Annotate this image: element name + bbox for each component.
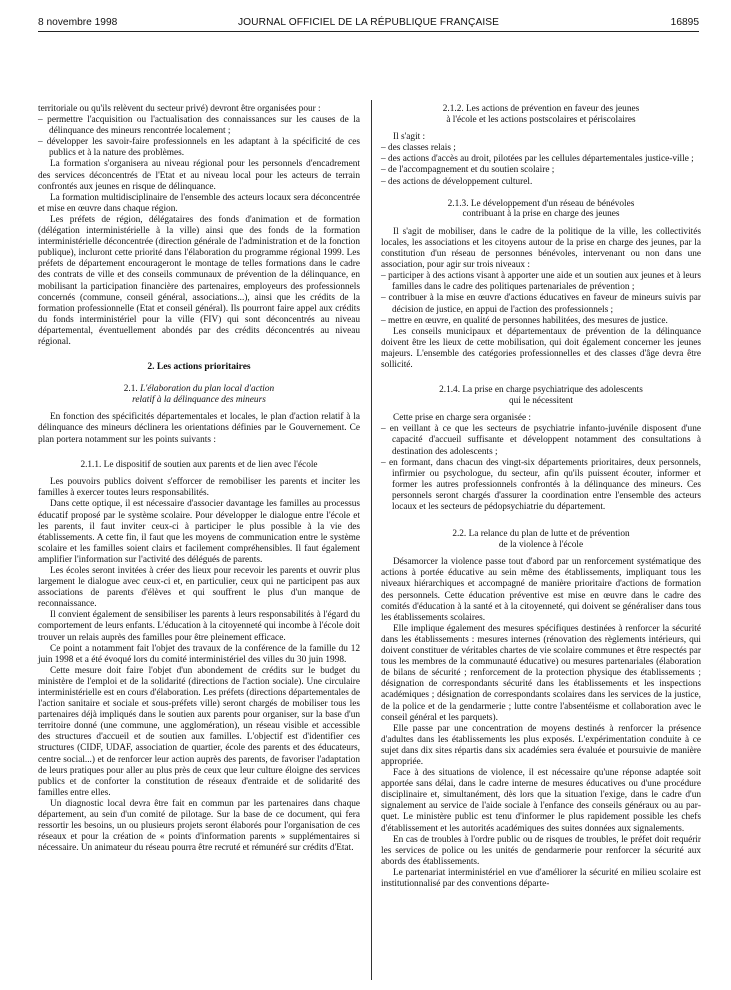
subsection-title-line: 2.1.2. Les actions de prévention en faveur des jeunes [442,104,640,114]
subsection-number: 2.1. [123,384,138,395]
subsection-title-line: contribuant à la prise en charge des jeunes [462,209,620,220]
header-date: 8 novembre 1998 [38,17,118,28]
paragraph: Dans cette optique, il est nécessaire d'associer davantage les familles au processus éducatif proposé par le système scolaire. Pour développer le dialogue entre l'école et les parents, il faut inviter ceux-ci à participer le plus possible à la vie des établissements. A cette fin, il faut que les moyens de communication entre le système scolaire et les familles soient clairs et facilement compréhensibles. Il faut également amplifier l'information sur l'activité des délégués de parents. [38,499,360,565]
subsection-title-line: 2.2. La relance du plan de lutte et de prévention [452,529,630,540]
page-header [38,17,699,32]
right-column [381,104,701,890]
subsection-title-line: L'élaboration du plan local d'action [140,384,275,395]
header-journal-title: JOURNAL OFFICIEL DE LA RÉPUBLIQUE FRANÇAISE [237,17,500,28]
subsection-heading [381,385,701,406]
list-item: – des actions de développement culturel. [381,177,701,188]
paragraph: Il s'agit : [393,132,426,143]
bullet-list [38,115,360,159]
paragraph: Un diagnostic local devra être fait en commun par les partenaires dans chaque département, au sein d'un comité de pilotage. Sur la base de ce document, qui fera ressortir les besoins, un ou plusieurs projets seront élaborés pour l'organisation de ces réseaux et pour la création de « points d'information parents » supplémentaires si nécessaire. Un animateur du réseau pourra être recruté et rémunéré sur crédits d'Etat. [38,798,360,854]
list-item: – des actions d'accès au droit, pilotées par les cellules départementales justice-ville ; [381,154,701,165]
header-page-number: 16895 [670,17,699,28]
paragraph: Il convient également de sensibiliser les parents à leurs responsabilités à l'égard du comportement de leurs enfants. L'éducation à la citoyenneté qui incombe à l'école doit trouver un relais auprès des familles pour être pleinement efficace. [38,610,360,643]
paragraph: Elle passe par une concentration de moyens destinés à renforcer la présence d'adultes dans les établissements les plus exposés. L'expérimentation conduite à ce sujet dans dix sites répartis dans six académies sera évaluée et poursuivie de manière appropriée. [381,723,701,767]
paragraph: Les préfets de région, délégataires des fonds d'animation et de formation (délégation interministérielle à la ville) ainsi que des fonds de la formation interministérielle déconcentrée (direction générale de l'administration et de la fonction publique), incluront cette priorité dans l'élaboration du programme régional 1999. Les préfets de département encourageront le montage de telles formations dans le cadre des contrats de ville et des conseils communaux de prévention de la délinquance, en mobilisant la participation financière des partenaires, employeurs des professionnels concernés (commune, conseil général, associations...), ainsi que les crédits de la formation professionnelle (Etat et conseil général). Ils pourront faire appel aux crédits du fonds interministériel pour la ville (FIV) qui sont déconcentrés au niveau départemental, éventuellement abondés par des crédits déconcentrés au niveau régional. [38,214,360,347]
paragraph: Désamorcer la violence passe tout d'abord par un renforcement systématique des actions à portée éducative au sein même des établissements, impliquant tous les niveaux hiérarchiques et accompagné de manière prioritaire d'actions de formation des personnels. Cette éducation préventive est mise en œuvre dans le cadre des comités d'éducation à la santé et à la citoyenneté, qui doivent se généraliser dans tous les établissements scolaires. [381,557,701,623]
bullet-list [381,424,701,513]
subsection-heading [381,199,701,220]
list-item: – des classes relais ; [381,143,701,154]
paragraph: Elle implique également des mesures spécifiques destinées à renforcer la sécurité dans les établissements : mesures internes (rénovation des règlements intérieurs, qui doivent constituer de véritables chartes de vie scolaire communes et être respectés par tous les membres de la communauté éducative) ou mesures partenariales (élaboration de bilans de sécurité ; renforcement de la protection physique des établissements ; désignation de correspondants sécurité dans les établissements et les inspections académiques ; désignation de correspondants scolaires dans les services de la justice, de la police et de la gendarmerie ; lutte contre l'absentéisme et collaboration avec le conseil général et les parquets). [381,623,701,723]
list-item: – mettre en œuvre, en qualité de personnes habilitées, des mesures de justice. [381,316,701,327]
list-item: – en formant, dans chacun des vingt-six départements prioritaires, deux personnels, infirmier ou psychologue, du secteur, afin qu'ils puissent écouter, informer et former les autres professionnels confrontés à la délinquance des mineurs. Ces personnels seront chargés d'assurer la coordination entre l'ensemble des acteurs locaux et les secteurs de pédopsychiatrie du département. [381,458,701,513]
paragraph: La formation s'organisera au niveau régional pour les personnels d'encadrement des services déconcentrés de l'Etat et au niveau local pour les acteurs de terrain confrontés aux jeunes en risque de délinquance. [38,159,360,192]
subsection-title-line: 2.1.3. Le développement d'un réseau de bénévoles [447,198,635,209]
list-item: – participer à des actions visant à apporter une aide et un soutien aux jeunes et à leurs familles dans le cadre des politiques partenariales de prévention ; [381,271,701,293]
subsection-title-line: 2.1.4. La prise en charge psychiatrique des adolescents [439,385,643,396]
paragraph: Les pouvoirs publics doivent s'efforcer de remobiliser les parents et inciter les familles à exercer toutes leurs responsabilités. [38,477,360,499]
paragraph: Cette mesure doit faire l'objet d'un abondement de crédits sur le budget du ministère de l'emploi et de la solidarité (directions de l'action sociale). Une circulaire interministérielle est en cours d'élaboration. Les préfets (directions départementales de l'action sanitaire et sociale et sous-préfets ville) seront chargés de mobiliser tous les partenaires déjà impliqués dans le soutien aux parents pour organiser, sur la base d'un territoire donné (une commune, une agglomération), un réseau visible et accessible des structures d'accueil et de soutien aux familles. L'objectif est d'identifier ces structures (CIDF, UDAF, association de quartier, école des parents et des éducateurs, centre social...) et de renforcer leur action auprès des parents, de favoriser l'adaptation de leurs pratiques pour aller au plus près de ceux que leur culture éloigne des services publics et de conforter la constitution de réseaux d'entraide et de solidarité des familles entre elles. [38,665,360,798]
paragraph: La formation multidisciplinaire de l'ensemble des acteurs locaux sera déconcentrée et mise en œuvre dans chaque région. [38,192,360,214]
paragraph: En cas de troubles à l'ordre public ou de risques de troubles, le préfet doit requérir les services de police ou les unités de gendarmerie pour renforcer la sécurité aux abords des établissements. [381,834,701,867]
list-item: – développer les savoir-faire professionnels en les adaptant à la spécificité de ces publics et à la nature des problèmes. [38,137,360,159]
paragraph: Face à des situations de violence, il est nécessaire qu'une réponse adaptée soit apportée sans délai, dans le cadre interne de mesures éducatives ou d'une procédure disciplinaire et, simultanément, dès lors que la situation l'exige, dans le cadre d'un signalement au service de l'aide sociale à l'enfance des conseils généraux ou au parquet. Le ministère public est tenu d'informer le plus rapidement possible les chefs d'établissement et les autorités académiques des suites données aux signalements. [381,768,701,834]
list-item: – de l'accompagnement et du soutien scolaire ; [381,165,701,176]
paragraph: Les écoles seront invitées à créer des lieux pour recevoir les parents et ouvrir plus largement le dialogue avec ceux-ci et, en particulier, ceux qui ne participent pas aux associations de parents d'élèves et qui souffrent le plus d'un manque de reconnaissance. [38,565,360,610]
list-item: – en veillant à ce que les secteurs de psychiatrie infanto-juvénile disposent d'une capacité d'accueil suffisante et développent notamment des consultations à destination des adolescents ; [381,424,701,457]
paragraph: territoriale ou qu'ils relèvent du secteur privé) devront être organisées pour : [38,104,321,114]
paragraph: Cette prise en charge sera organisée : [393,413,532,424]
subsection-title-line: à l'école et les actions postscolaires et périscolaires [446,114,636,125]
paragraph: Il s'agit de mobiliser, dans le cadre de la politique de la ville, les collectivités locales, les associations et les citoyens autour de la prise en charge des jeunes, par la constitution d'un réseau de personnes bénévoles, intervenant ou non dans une association, pour agir sur trois niveaux : [381,226,701,271]
section-heading: 2. Les actions prioritaires [147,362,251,373]
paragraph: Ce point a notamment fait l'objet des travaux de la conférence de la famille du 12 juin 1998 et a été évoqué lors du comité interministériel des villes du 30 juin 1998. [38,643,360,665]
subsection-heading: 2.1.1. Le dispositif de soutien aux parents et de lien avec l'école [80,459,318,470]
paragraph: En fonction des spécificités départementales et locales, le plan d'action relatif à la délinquance des mineurs déclinera les orientations définies par le Gouvernement. Ce plan portera notamment sur les points suivants : [38,412,360,445]
list-item: – contribuer à la mise en œuvre d'actions éducatives en faveur de mineurs suivis par décision de justice, en appui de l'action des professionnels ; [381,293,701,315]
subsection-heading [381,529,701,550]
subsection-heading [38,384,360,405]
bullet-list [381,143,701,187]
subsection-title-line: qui le nécessitent [508,395,574,406]
column-divider [371,100,372,980]
paragraph: Le partenariat interministériel en vue d'améliorer la sécurité en milieu scolaire est institutionnalisé par des conventions départe- [381,867,701,889]
left-column [38,104,360,854]
list-item: – permettre l'acquisition ou l'actualisation des connaissances sur les causes de la délinquance des mineurs rencontrée localement ; [38,115,360,137]
paragraph: Les conseils municipaux et départementaux de prévention de la délinquance doivent être les lieux de cette mobilisation, qui doit également concerner les jeunes majeurs. L'ensemble des catégories professionnelles et des classes d'âge devra être sollicité. [381,326,701,370]
bullet-list [381,271,701,326]
subsection-title-line: relatif à la délinquance des mineurs [132,394,266,405]
subsection-title-line: de la violence à l'école [498,539,584,550]
subsection-heading [381,104,701,125]
